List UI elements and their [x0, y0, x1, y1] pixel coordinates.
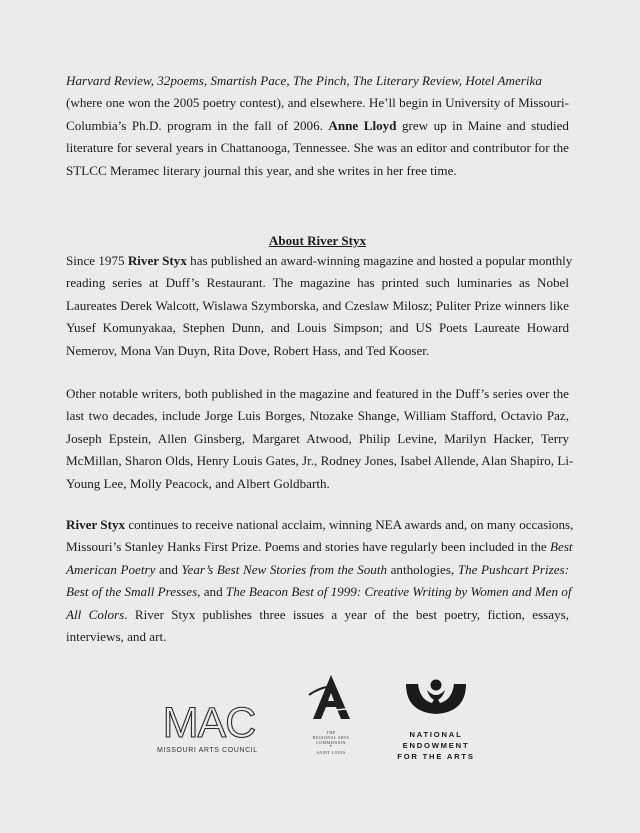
name-river-styx: River Styx [127, 253, 187, 268]
intro-paragraph [66, 70, 569, 182]
regional-arts-commission-logo [306, 673, 356, 763]
rac-caption-line: SAINT LOUIS [316, 750, 346, 755]
text-line [66, 473, 569, 495]
section-heading: About River Styx [268, 233, 367, 248]
text-run: grew up in Maine and studied [396, 117, 569, 133]
text-line [66, 115, 569, 137]
text-run: last two decades, include Jorge Luis Borges, Ntozake Shange, William Stafford, Octavio Paz, [66, 408, 569, 424]
text-line [66, 295, 569, 317]
italic-title: The Beacon Best of 1999: Creative Writing by Women and Men of [225, 584, 572, 600]
text-line [66, 340, 569, 362]
italic-title: All Colors [66, 606, 125, 622]
text-line [66, 383, 569, 405]
rac-caption-line: COMMISSION [316, 740, 346, 745]
text-run: anthologies, [387, 561, 458, 577]
name-anne-lloyd: Anne Lloyd [328, 117, 397, 133]
text-line [66, 450, 574, 472]
text-line [66, 137, 569, 159]
text-run: STLCC Meramec literary journal this year, and she writes in her free time. [66, 162, 457, 178]
text-run: interviews, and art. [66, 629, 167, 645]
text-run: Young Lee, Molly Peacock, and Albert Goldbarth. [66, 475, 330, 491]
text-run: and [155, 561, 182, 577]
rac-caption-line: THE [326, 730, 336, 735]
text-run: continues to receive national acclaim, winning NEA awards and, on many occasions, [125, 517, 574, 532]
text-line [66, 317, 569, 339]
text-line [66, 70, 569, 92]
text-line [66, 272, 569, 294]
text-line [66, 536, 573, 558]
italic-title: Best [550, 539, 573, 555]
nea-caption [396, 729, 476, 762]
mac-caption: MISSOURI ARTS COUNCIL [157, 747, 258, 754]
italic-title: Best of the Small Presses [66, 584, 198, 600]
mac-wordmark-text: MAC [162, 702, 256, 740]
regional-arts-a-icon [306, 673, 356, 723]
text-run: (where one won the 2005 poetry contest), and elsewhere. He’ll begin in University of Missouri- [66, 95, 569, 111]
text-run: Yusef Komunyakaa, Stephen Dunn, and Louis Simpson; and US Poets Laureate Howard [66, 320, 569, 336]
text-run: Missouri’s Stanley Hanks First Prize. Poems and stories have regularly been included in the [66, 539, 551, 555]
italic-title: Year’s Best New Stories from the South [181, 561, 388, 577]
rac-caption-line: REGIONAL ARTS [312, 735, 350, 740]
text-run: Joseph Epstein, Allen Ginsberg, Margaret Atwood, Philip Levine, Marilyn Hacker, Terry [66, 430, 569, 446]
text-line [66, 250, 573, 272]
italic-title: The Pushcart Prizes: [457, 561, 570, 577]
journal-list-text: Harvard Review, 32poems, Smartish Pace, The Pinch, The Literary Review, Hotel Amerika [66, 73, 542, 88]
text-run: Other notable writers, both published in the magazine and featured in the Duff’s series over the [66, 386, 569, 401]
text-run: has published an award-winning magazine and hosted a popular monthly [186, 253, 573, 268]
text-line [66, 160, 569, 182]
acclaim-paragraph [66, 514, 574, 648]
text-line [66, 405, 569, 427]
text-run: . River Styx publishes three issues a year of the best poetry, fiction, essays, [124, 606, 569, 622]
text-run: Columbia’s Ph.D. program in the fall of 2006. [66, 117, 329, 133]
italic-title: American Poetry [66, 561, 156, 577]
text-run: literature for several years in Chattanooga, Tennessee. She was an editor and contributor for the [66, 140, 569, 156]
text-line [66, 428, 569, 450]
text-run: , and [197, 584, 226, 600]
text-run: reading series at Duff’s Restaurant. The magazine has printed such luminaries as Nobel [66, 275, 569, 291]
rac-caption [306, 730, 356, 755]
text-line [66, 559, 569, 581]
text-line [66, 92, 569, 114]
text-line [66, 604, 569, 626]
name-river-styx: River Styx [66, 517, 126, 532]
about-paragraph [66, 250, 573, 362]
nea-caption-line: ENDOWMENT [402, 741, 470, 750]
text-run: Since 1975 [66, 253, 128, 268]
national-endowment-logo [396, 676, 476, 761]
writers-paragraph [66, 383, 574, 495]
missouri-arts-council-logo [155, 702, 265, 754]
text-line [66, 626, 569, 648]
nea-caption-line: NATIONAL [409, 730, 463, 739]
mac-wordmark-icon [155, 702, 263, 740]
text-run: McMillan, Sharon Olds, Henry Louis Gates, Jr., Rodney Jones, Isabel Allende, Alan Shapiro, Li- [66, 453, 574, 469]
nea-emblem-icon [396, 676, 476, 718]
text-run: Nemerov, Mona Van Duyn, Rita Dove, Robert Hass, and Ted Kooser. [66, 342, 430, 358]
nea-caption-line: FOR THE ARTS [397, 752, 475, 761]
text-line [66, 581, 572, 603]
rac-caption-dot: • [329, 744, 333, 750]
text-line [66, 514, 574, 536]
text-run: Laureates Derek Walcott, Wislawa Szymborska, and Czeslaw Milosz; Puliter Prize winners like [66, 297, 569, 313]
